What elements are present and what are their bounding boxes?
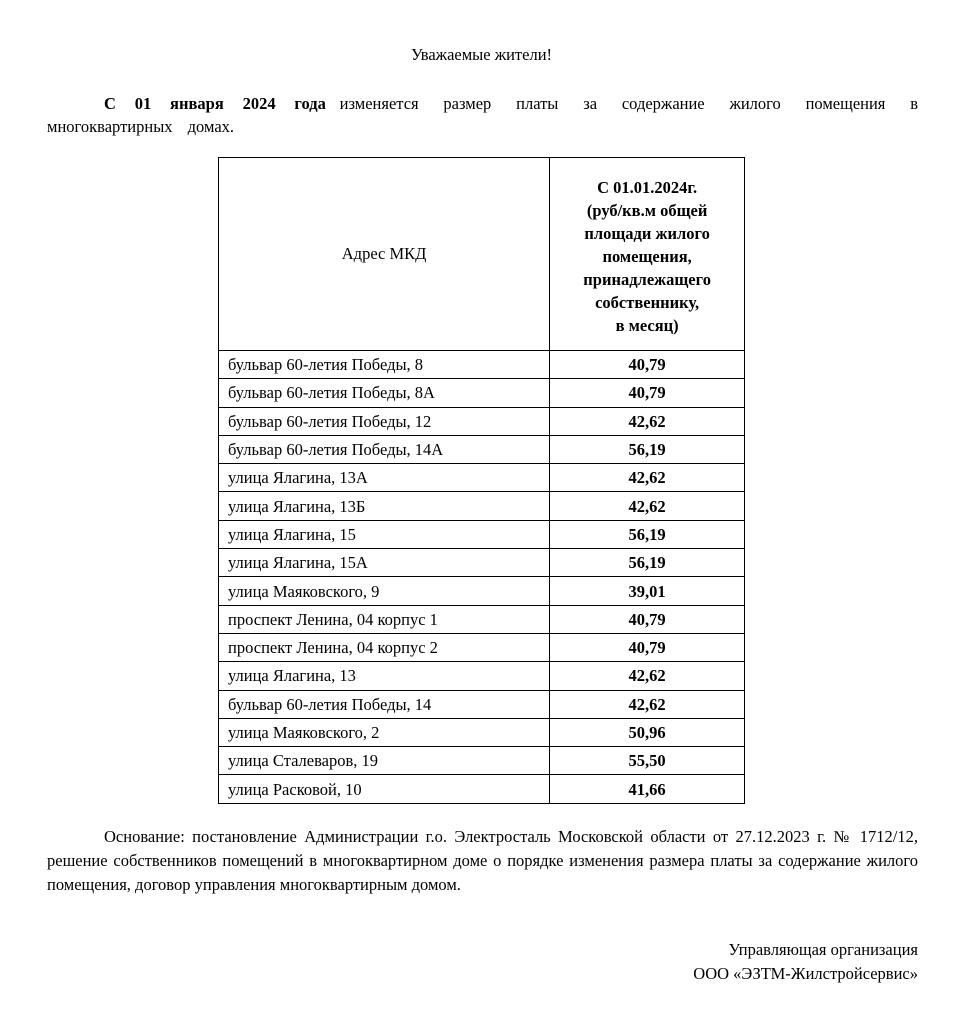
rate-cell: 56,19 (550, 435, 745, 463)
address-cell: улица Ялагина, 13 (219, 662, 550, 690)
address-cell: бульвар 60-летия Победы, 12 (219, 407, 550, 435)
table-row (219, 379, 745, 407)
table-row (219, 351, 745, 379)
address-cell: бульвар 60-летия Победы, 14 (219, 690, 550, 718)
address-cell: бульвар 60-летия Победы, 8 (219, 351, 550, 379)
address-cell: улица Ялагина, 13А (219, 464, 550, 492)
rate-cell: 40,79 (550, 605, 745, 633)
rate-cell: 39,01 (550, 577, 745, 605)
table-row (219, 407, 745, 435)
table-row (219, 520, 745, 548)
table-row (219, 690, 745, 718)
rate-header-line: собственнику, (595, 292, 700, 312)
rate-header-line: площади жилого (584, 223, 710, 243)
rate-cell: 41,66 (550, 775, 745, 803)
address-cell: проспект Ленина, 04 корпус 1 (219, 605, 550, 633)
table-row (219, 718, 745, 746)
rate-cell: 55,50 (550, 747, 745, 775)
rate-header-line: С 01.01.2024г. (597, 177, 698, 197)
table-row (219, 549, 745, 577)
rate-cell: 50,96 (550, 718, 745, 746)
rate-cell: 40,79 (550, 379, 745, 407)
rates-table (218, 157, 745, 804)
address-cell: бульвар 60-летия Победы, 14А (219, 435, 550, 463)
rate-cell: 40,79 (550, 351, 745, 379)
address-cell: улица Маяковского, 9 (219, 577, 550, 605)
greeting-heading: Уважаемые жители! (410, 45, 553, 64)
table-row (219, 577, 745, 605)
rate-cell: 42,62 (550, 464, 745, 492)
table-row (219, 605, 745, 633)
table-row (219, 633, 745, 661)
address-cell: проспект Ленина, 04 корпус 2 (219, 633, 550, 661)
signature-org-type: Управляющая организация (728, 940, 918, 959)
intro-date-bold: С 01 января 2024 года (104, 94, 326, 113)
table-row (219, 747, 745, 775)
table-row (219, 662, 745, 690)
address-cell: бульвар 60-летия Победы, 8А (219, 379, 550, 407)
basis-paragraph: Основание: постановление Администрации г.о. Электросталь Московской области от 27.12.2023 г. № 1712/12, решение собственников помещений в многоквартирном доме о порядке изменения размера платы за содержание жилого помещения, договор управления многоквартирным домом. (47, 827, 918, 894)
rate-cell: 42,62 (550, 407, 745, 435)
address-cell: улица Сталеваров, 19 (219, 747, 550, 775)
rate-cell: 40,79 (550, 633, 745, 661)
address-cell: улица Расковой, 10 (219, 775, 550, 803)
signature-block (693, 938, 918, 986)
rate-cell: 56,19 (550, 520, 745, 548)
rate-header-line: в месяц) (615, 315, 679, 335)
address-column-header: Адрес МКД (219, 158, 550, 351)
rate-cell: 42,62 (550, 662, 745, 690)
signature-org-name: ООО «ЭЗТМ-Жилстройсервис» (693, 964, 918, 983)
table-row (219, 492, 745, 520)
table-header-row (219, 158, 745, 351)
address-cell: улица Ялагина, 13Б (219, 492, 550, 520)
rate-column-header (550, 158, 745, 351)
address-cell: улица Маяковского, 2 (219, 718, 550, 746)
intro-paragraph (47, 92, 918, 138)
table-row (219, 775, 745, 803)
rate-header-line: помещения, (602, 246, 692, 266)
rate-header-line: принадлежащего (583, 269, 711, 289)
rate-cell: 56,19 (550, 549, 745, 577)
address-cell: улица Ялагина, 15 (219, 520, 550, 548)
rate-header-line: (руб/кв.м общей (586, 200, 708, 220)
rate-cell: 42,62 (550, 492, 745, 520)
table-row (219, 435, 745, 463)
intro-text: изменяется размер платы за содержание жилого помещения в многоквартирных домах. (47, 94, 918, 136)
rate-cell: 42,62 (550, 690, 745, 718)
address-cell: улица Ялагина, 15А (219, 549, 550, 577)
table-row (219, 464, 745, 492)
